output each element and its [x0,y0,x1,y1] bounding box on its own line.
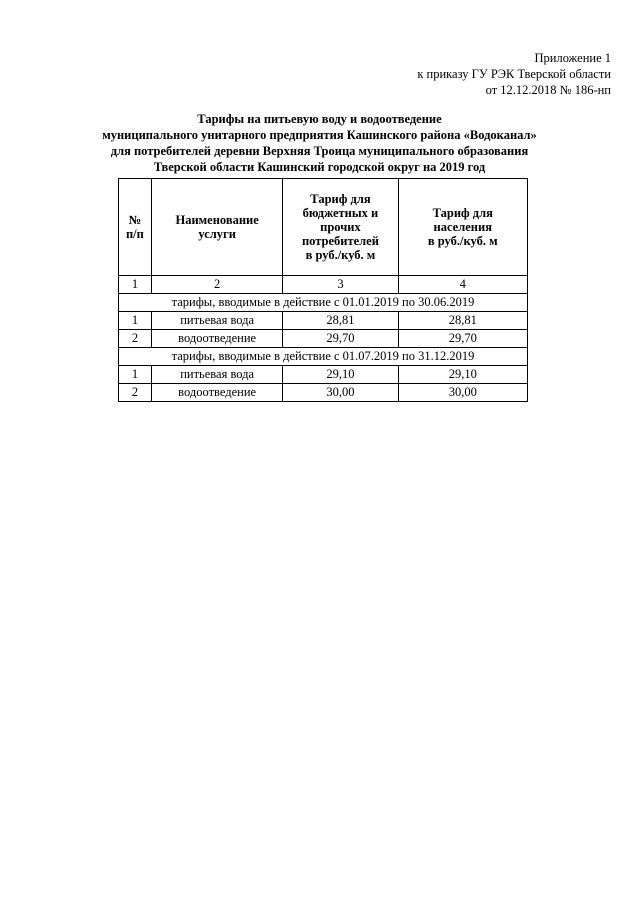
title-line-4: Тверской области Кашинский городской округ на 2019 год [153,160,486,174]
column-number: 3 [283,276,398,294]
row-budget-tariff: 29,10 [283,366,398,384]
row-service: питьевая вода [151,312,283,330]
row-budget-tariff: 29,70 [283,330,398,348]
appendix-date: от 12.12.2018 № 186-нп [485,83,611,97]
row-population-tariff: 29,70 [398,330,528,348]
title-line-3: для потребителей деревни Верхняя Троица муниципального образования [110,144,529,158]
header-budget-tariff: Тариф для бюджетных и прочих потребителей в руб./куб. м [283,179,398,276]
row-service: водоотведение [151,330,283,348]
row-budget-tariff: 28,81 [283,312,398,330]
appendix-order: к приказу ГУ РЭК Тверской области [417,67,611,81]
tariff-table [118,178,528,402]
appendix-number: Приложение 1 [534,51,611,65]
row-num: 2 [119,330,152,348]
title-line-2: муниципального унитарного предприятия Кашинского района «Водоканал» [102,128,537,142]
period-label: тарифы, вводимые в действие с 01.01.2019 по 30.06.2019 [119,294,528,312]
period-row [119,294,528,312]
column-number: 2 [151,276,283,294]
header-num: № п/п [119,179,152,276]
row-num: 1 [119,366,152,384]
table-row [119,330,528,348]
table-row [119,366,528,384]
table-header-row [119,179,528,276]
header-service: Наименование услуги [151,179,283,276]
title-line-1: Тарифы на питьевую воду и водоотведение [197,112,442,126]
row-num: 1 [119,312,152,330]
appendix-reference [417,50,611,98]
column-number-row [119,276,528,294]
row-service: питьевая вода [151,366,283,384]
column-number: 4 [398,276,528,294]
document-title [0,111,639,175]
period-label: тарифы, вводимые в действие с 01.07.2019 по 31.12.2019 [119,348,528,366]
row-budget-tariff: 30,00 [283,384,398,402]
row-service: водоотведение [151,384,283,402]
row-population-tariff: 29,10 [398,366,528,384]
table-row [119,312,528,330]
column-number: 1 [119,276,152,294]
period-row [119,348,528,366]
row-population-tariff: 28,81 [398,312,528,330]
row-population-tariff: 30,00 [398,384,528,402]
table-row [119,384,528,402]
header-population-tariff: Тариф для населения в руб./куб. м [398,179,528,276]
row-num: 2 [119,384,152,402]
